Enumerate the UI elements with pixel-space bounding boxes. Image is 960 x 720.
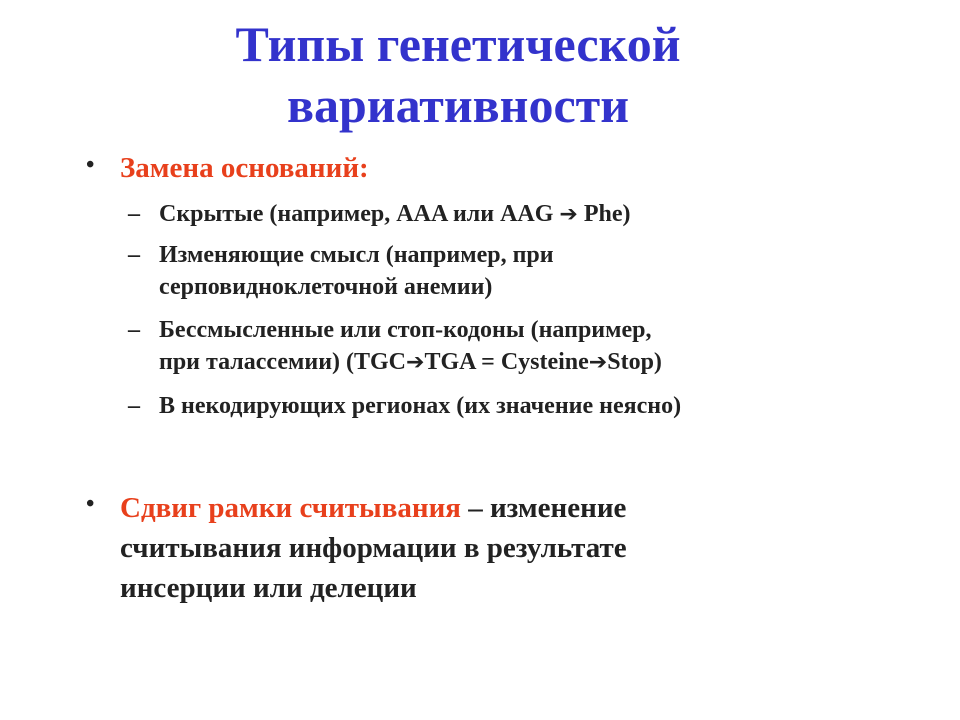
bullet-line-1-rest: – изменение — [460, 492, 627, 524]
bullet-line-1 — [120, 488, 627, 528]
subitem-line-1: Изменяющие смысл (например, при — [159, 242, 554, 268]
arrow-right-icon: ➔ — [588, 350, 608, 375]
arrow-right-icon: ➔ — [406, 350, 425, 375]
subitem-line-2 — [159, 346, 662, 379]
slide-title — [0, 14, 916, 136]
subitem-text-part: TGA = Cysteine — [424, 349, 589, 375]
frameshift-highlight: Сдвиг рамки считывания — [120, 492, 461, 524]
bullet-line-2: считывания информации в результате — [120, 532, 627, 564]
dash-icon: – — [128, 393, 140, 419]
bullet-icon: • — [86, 152, 95, 178]
bullet-heading: Замена оснований: — [120, 152, 369, 184]
subitem-text — [159, 239, 554, 303]
arrow-right-icon: ➔ — [559, 202, 578, 227]
subitem-text — [159, 198, 631, 231]
title-line-2: вариативности — [286, 77, 630, 133]
subitem-text-part: Stop) — [607, 349, 662, 375]
title-line-1: Типы генетической — [235, 16, 681, 72]
subitem-text-part: при талассемии) (TGC — [159, 349, 407, 375]
bullet-icon: • — [86, 491, 95, 517]
bullet-body — [120, 488, 627, 608]
subitem-line-2: серповидноклеточной анемии) — [159, 274, 493, 300]
subitem-text-part: Скрытые (например, AAA или AAG — [159, 201, 560, 227]
subitem-text — [159, 314, 662, 379]
subitem-text-part: Phe) — [577, 201, 631, 227]
dash-icon: – — [128, 317, 140, 343]
dash-icon: – — [128, 242, 140, 268]
subitem-text: В некодирующих регионах (их значение неясно) — [159, 393, 682, 419]
dash-icon: – — [128, 201, 140, 227]
subitem-line-1: Бессмысленные или стоп-кодоны (например, — [159, 317, 652, 343]
bullet-line-3: инсерции или делеции — [120, 572, 417, 604]
